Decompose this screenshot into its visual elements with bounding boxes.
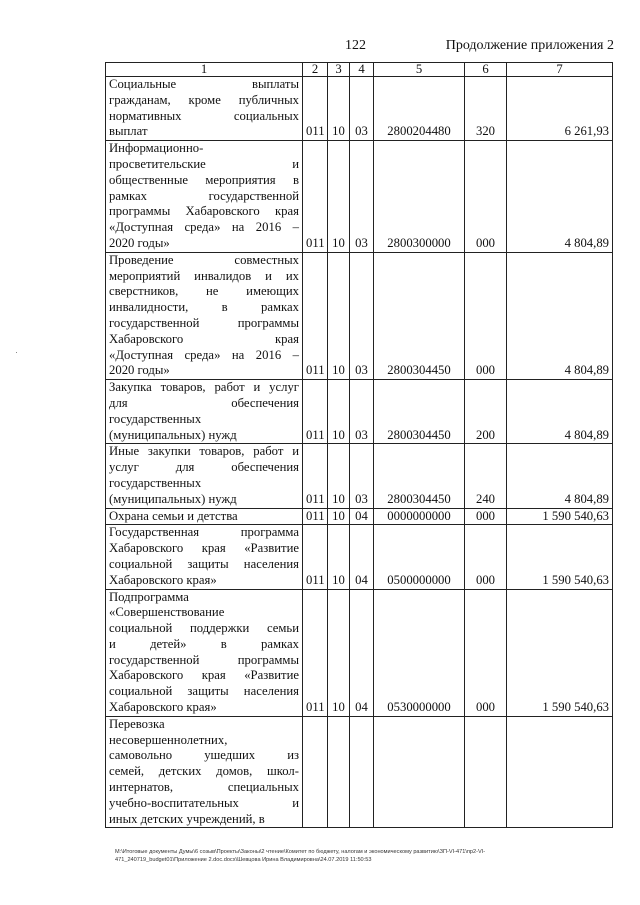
cell-col3: 10 — [328, 589, 350, 716]
cell-col4 — [350, 716, 374, 828]
row-name-line: (муниципальных) нужд — [109, 491, 237, 506]
cell-col5: 2800204480 — [374, 77, 465, 141]
row-name-line: государственных — [109, 475, 202, 490]
table-row — [106, 716, 613, 828]
cell-col4: 03 — [350, 444, 374, 508]
row-name — [106, 716, 303, 828]
cell-col7 — [507, 716, 613, 828]
cell-col2: 011 — [303, 444, 328, 508]
row-name-line: Государственная программа — [109, 525, 299, 540]
cell-col7: 4 804,89 — [507, 252, 613, 379]
document-path-footer — [115, 848, 615, 864]
row-name — [106, 525, 303, 589]
row-name-line: Перевозка — [109, 716, 165, 731]
row-name-line: просветительские и — [109, 156, 299, 171]
row-name-line: самовольно ушедших из — [109, 748, 299, 763]
row-name-line: гражданам, кроме публичных — [109, 92, 299, 107]
cell-col5: 0000000000 — [374, 508, 465, 525]
row-name-line: государственной программы — [109, 652, 299, 667]
row-name-line: и детей» в рамках — [109, 636, 299, 651]
cell-col4: 03 — [350, 252, 374, 379]
row-name-line: 2020 годы» — [109, 363, 170, 378]
column-header: 6 — [465, 63, 507, 77]
row-name — [106, 380, 303, 444]
row-name-line: социальной поддержки семьи — [109, 621, 299, 636]
table-row — [106, 508, 613, 525]
cell-col7: 4 804,89 — [507, 380, 613, 444]
cell-col7: 4 804,89 — [507, 141, 613, 253]
margin-mark — [16, 352, 17, 353]
cell-col7: 1 590 540,63 — [507, 525, 613, 589]
cell-col5: 2800304450 — [374, 444, 465, 508]
cell-col5: 0500000000 — [374, 525, 465, 589]
cell-col4: 04 — [350, 589, 374, 716]
cell-col5: 2800304450 — [374, 252, 465, 379]
cell-col6: 200 — [465, 380, 507, 444]
cell-col6: 000 — [465, 252, 507, 379]
table-row — [106, 525, 613, 589]
cell-col6: 000 — [465, 141, 507, 253]
row-name-line: Подпрограмма — [109, 589, 189, 604]
table-row — [106, 380, 613, 444]
cell-col6: 000 — [465, 589, 507, 716]
row-name — [106, 444, 303, 508]
row-name-line: иных детских учреждений, в — [109, 811, 265, 826]
table-row — [106, 141, 613, 253]
row-name-line: несовершеннолетних, — [109, 732, 228, 747]
row-name-line: интернатов, специальных — [109, 780, 299, 795]
row-name — [106, 141, 303, 253]
row-name — [106, 252, 303, 379]
cell-col2: 011 — [303, 525, 328, 589]
cell-col3: 10 — [328, 380, 350, 444]
row-name — [106, 77, 303, 141]
table-row — [106, 252, 613, 379]
row-name-line: выплат — [109, 124, 148, 139]
cell-col7: 1 590 540,63 — [507, 508, 613, 525]
cell-col3: 10 — [328, 77, 350, 141]
row-name-line: Закупка товаров, работ и услуг — [109, 380, 299, 395]
row-name-line: Хабаровского края» — [109, 572, 217, 587]
page-number: 122 — [345, 38, 366, 53]
row-name-line: для обеспечения — [109, 395, 299, 410]
footer-path-line: М:\Итоговые документы Думы\6 созыв\Проекты\Законы\2 чтение\Комитет по бюджету, налогам и экономическому развитию\ЗП-VI-471\пр2-VI- — [115, 849, 486, 855]
cell-col6: 320 — [465, 77, 507, 141]
row-name-line: социальной защиты населения — [109, 556, 299, 571]
table-row — [106, 77, 613, 141]
cell-col3: 10 — [328, 525, 350, 589]
row-name-line: Хабаровского края «Развитие — [109, 668, 299, 683]
column-header: 1 — [106, 63, 303, 77]
cell-col2: 011 — [303, 141, 328, 253]
row-name-line: «Доступная среда» на 2016 – — [109, 347, 299, 362]
cell-col3: 10 — [328, 141, 350, 253]
cell-col4: 03 — [350, 380, 374, 444]
cell-col4: 04 — [350, 525, 374, 589]
cell-col3: 10 — [328, 508, 350, 525]
row-name-line: Хабаровского края «Развитие — [109, 541, 299, 556]
table-row — [106, 589, 613, 716]
row-name-line: Охрана семьи и детства — [109, 508, 238, 523]
row-name — [106, 508, 303, 525]
cell-col3: 10 — [328, 252, 350, 379]
row-name-line: услуг для обеспечения — [109, 460, 299, 475]
row-name-line: Хабаровского края — [109, 331, 299, 346]
row-name-line: Информационно- — [109, 141, 204, 156]
row-name-line: Проведение совместных — [109, 252, 299, 267]
cell-col2: 011 — [303, 589, 328, 716]
row-name-line: Иные закупки товаров, работ и — [109, 444, 299, 459]
row-name-line: социальной защиты населения — [109, 684, 299, 699]
row-name-line: государственных — [109, 411, 202, 426]
column-header: 2 — [303, 63, 328, 77]
cell-col5 — [374, 716, 465, 828]
column-header: 3 — [328, 63, 350, 77]
cell-col7: 1 590 540,63 — [507, 589, 613, 716]
row-name-line: 2020 годы» — [109, 235, 170, 250]
cell-col2 — [303, 716, 328, 828]
cell-col5: 2800304450 — [374, 380, 465, 444]
footer-path-line: 471_240719_budget01\Приложение 2.doc.docx\Шевцова Ирина Владимировна\24.07.2019 11:50:53 — [115, 857, 372, 863]
row-name-line: Социальные выплаты — [109, 77, 299, 91]
cell-col7: 6 261,93 — [507, 77, 613, 141]
row-name-line: сверстников, не имеющих — [109, 284, 299, 299]
cell-col3 — [328, 716, 350, 828]
cell-col4: 04 — [350, 508, 374, 525]
cell-col2: 011 — [303, 380, 328, 444]
column-header: 7 — [507, 63, 613, 77]
budget-table — [105, 62, 613, 828]
row-name-line: «Доступная среда» на 2016 – — [109, 220, 299, 235]
cell-col2: 011 — [303, 508, 328, 525]
row-name-line: мероприятий инвалидов и их — [109, 268, 299, 283]
cell-col6: 000 — [465, 525, 507, 589]
cell-col6: 240 — [465, 444, 507, 508]
row-name-line: программы Хабаровского края — [109, 204, 299, 219]
row-name-line: Хабаровского края» — [109, 700, 217, 715]
column-header: 4 — [350, 63, 374, 77]
cell-col6: 000 — [465, 508, 507, 525]
row-name-line: семей, детских домов, школ- — [109, 764, 299, 779]
cell-col5: 2800300000 — [374, 141, 465, 253]
cell-col5: 0530000000 — [374, 589, 465, 716]
continuation-label: Продолжение приложения 2 — [445, 38, 614, 53]
cell-col6 — [465, 716, 507, 828]
column-header: 5 — [374, 63, 465, 77]
row-name-line: (муниципальных) нужд — [109, 427, 237, 442]
cell-col2: 011 — [303, 77, 328, 141]
table-row — [106, 444, 613, 508]
cell-col4: 03 — [350, 77, 374, 141]
cell-col2: 011 — [303, 252, 328, 379]
row-name-line: учебно-воспитательных и — [109, 795, 299, 810]
cell-col4: 03 — [350, 141, 374, 253]
cell-col3: 10 — [328, 444, 350, 508]
row-name-line: государственной программы — [109, 315, 299, 330]
row-name-line: нормативных социальных — [109, 108, 299, 123]
column-number-row — [106, 63, 613, 77]
row-name-line: рамках государственной — [109, 188, 299, 203]
row-name-line: «Совершенствование — [109, 605, 225, 620]
row-name-line: общественные мероприятия в — [109, 172, 299, 187]
row-name — [106, 589, 303, 716]
row-name-line: инвалидности, в рамках — [109, 300, 299, 315]
cell-col7: 4 804,89 — [507, 444, 613, 508]
